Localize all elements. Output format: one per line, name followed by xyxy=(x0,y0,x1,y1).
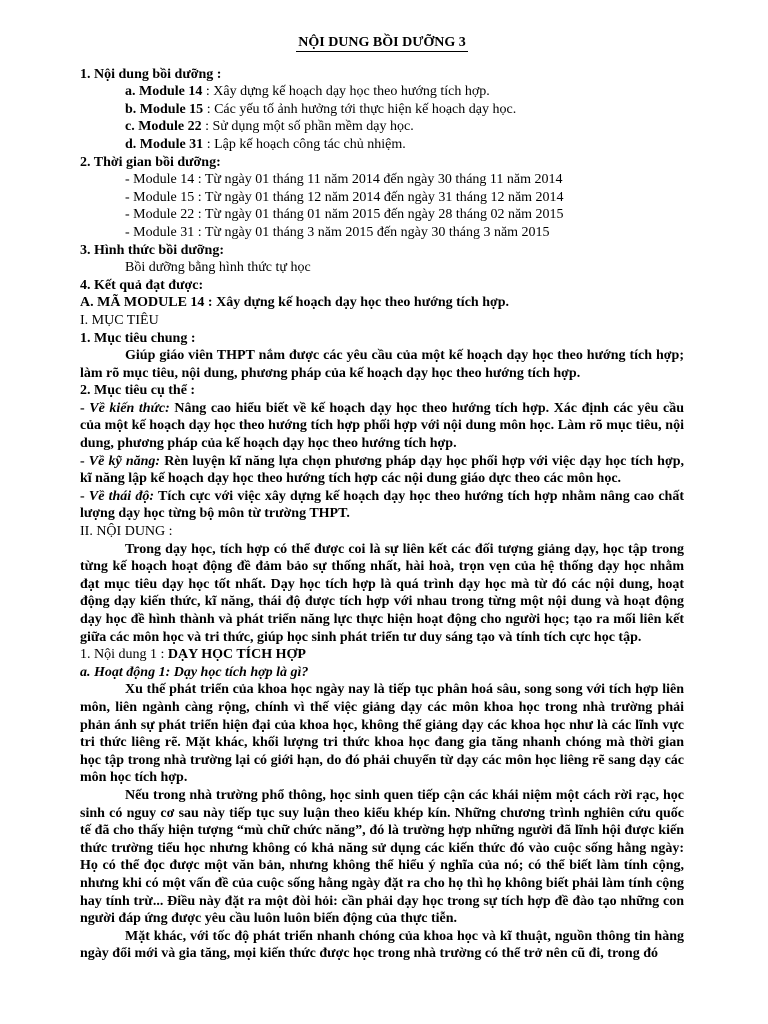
section2-heading: 2. Thời gian bồi dưỡng: xyxy=(80,154,221,170)
schedule-item: - Module 14 : Từ ngày 01 tháng 11 năm 2014 đến ngày 30 tháng 11 năm 2014 xyxy=(125,172,563,188)
noi-dung-1-heading: 1. Nội dung 1 : DẠY HỌC TÍCH HỢP xyxy=(80,647,306,663)
noi-dung-heading: II. NỘI DUNG : xyxy=(80,524,173,540)
body-paragraph: Nếu trong nhà trường phổ thông, học sinh quen tiếp cận các khái niệm một cách rời rạc, học sinh có nguy cơ sau này tiếp tục suy luận theo kiểu khép kín. Những chương trình nghiên cứu quốc tế đã cho thấy hiện tượng “mù chữ chức năng”, đó là trường hợp những người đã lĩnh hội được kiến thức trường tiểu học nhưng không có khả năng sử dụng các kiến thức đó vào cuộc sống hằng ngày: Họ có thể đọc được một văn bản, nhưng không thể hiểu ý nghĩa của nó; có thể biết làm tính cộng, nhưng khi có một vấn đề của cuộc sống hằng ngày đặt ra cho họ thì họ không biết phải làm tính cộng hay tính trừ... Điều này đặt ra một đòi hỏi: cần phải dạy học trong sự tích hợp đề đào tạo những con người đáp ứng được yêu cầu luôn luôn biến động của thực tiễn. xyxy=(80,787,684,927)
module-item: a. Module 14 : Xây dựng kế hoạch dạy học theo hướng tích hợp. xyxy=(125,84,490,100)
muc-tieu-chung-heading: 1. Mục tiêu chung : xyxy=(80,330,196,346)
hoat-dong-1-heading: a. Hoạt động 1: Dạy học tích hợp là gì? xyxy=(80,664,309,680)
module-item: b. Module 15 : Các yếu tố ảnh hưởng tới thực hiện kế hoạch dạy học. xyxy=(125,101,517,117)
muc-tieu-heading: I. MỤC TIÊU xyxy=(80,312,159,328)
document-page xyxy=(80,34,684,963)
muc-tieu-cu-the-heading: 2. Mục tiêu cụ thể : xyxy=(80,383,196,399)
section1-heading: 1. Nội dung bồi dưỡng : xyxy=(80,66,222,82)
schedule-item: - Module 31 : Từ ngày 01 tháng 3 năm 2015 đến ngày 30 tháng 3 năm 2015 xyxy=(125,224,550,240)
module-item: d. Module 31 : Lập kế hoạch công tác chủ nhiệm. xyxy=(125,136,406,152)
module-item: c. Module 22 : Sử dụng một số phần mềm dạy học. xyxy=(125,119,414,135)
module-heading: A. MÃ MODULE 14 : Xây dựng kế hoạch dạy học theo hướng tích hợp. xyxy=(80,295,510,311)
schedule-item: - Module 15 : Từ ngày 01 tháng 12 năm 2014 đến ngày 31 tháng 12 năm 2014 xyxy=(125,189,564,205)
thai-do-paragraph: - Về thái độ: Tích cực với việc xây dựng kế hoạch dạy học theo hướng tích hợp nhằm nâng cao chất lượng dạy học từng bộ môn từ trường THPT. xyxy=(80,488,684,522)
ky-nang-paragraph: - Về kỹ năng: Rèn luyện kĩ năng lựa chọn phương pháp dạy học phối hợp với việc dạy học tích hợp, kĩ năng lập kế hoạch dạy học theo hướng tích hợp các nội dung giáo dực theo các môn học. xyxy=(80,453,685,487)
noi-dung-paragraph: Trong dạy học, tích hợp có thể được coi là sự liên kết các đối tượng giảng dạy, học tập trong từng kế hoạch hoạt động đề đảm bảo sự thống nhất, hài hoà, trọn vẹn của hệ thống dạy học nhằm đạt mục tiêu dạy học tốt nhất. Dạy học tích hợp là quá trình dạy học mà từ đó các nội dung, hoạt động dạy kiến thức, kĩ năng, thái độ được tích hợp với nhau trong từng một nội dung và hoạt động dạy học đề hình thành và phát triển năng lực thực hiện hoạt động cho người học; tạo ra mối liên kết giữa các môn học và tri thức, giúp học sinh phát triển tư duy sáng tạo và tính tích cực học tập. xyxy=(80,541,684,645)
kien-thuc-paragraph: - Về kiến thức: Nâng cao hiểu biết về kế hoạch dạy học theo hướng tích hợp. Xác định các yêu cầu của một kế hoạch dạy học theo hướng tích hợp phối hợp với nội dung môn học. Làm rõ mục tiêu, nội dung, phương pháp của kế hoạch dạy học theo hướng tích hợp. xyxy=(80,400,684,452)
section3-text: Bồi dưỡng bằng hình thức tự học xyxy=(125,260,311,276)
page-title: NỘI DUNG BỒI DƯỠNG 3 xyxy=(298,35,466,50)
muc-tieu-chung-text: Giúp giáo viên THPT nắm được các yêu cầu của một kế hoạch dạy học theo hướng tích hợp; làm rõ mục tiêu, nội dung, phương pháp của kế hoạch dạy học theo hướng tích hợp. xyxy=(80,348,684,381)
section4-heading: 4. Kết quả đạt được: xyxy=(80,277,204,293)
body-paragraph: Xu thế phát triển của khoa học ngày nay là tiếp tục phân hoá sâu, song song với tích hợp liên môn, liên ngành càng rộng, chính vì thế việc giảng dạy các môn khoa học trong nhà trường phải phản ánh sự phát triển hiện đại của khoa học, không thể giảng dạy các khoa học như là các lĩnh vực tri thức liêng rẽ. Mặt khác, khối lượng tri thức khoa học đang gia tăng nhanh chóng mà thời gian học tập trong nhà trường lại có giới hạn, do đó phải chuyển từ dạy các môn học liêng rẽ sang dạy các môn học tích hợp. xyxy=(80,682,684,786)
schedule-item: - Module 22 : Từ ngày 01 tháng 01 năm 2015 đến ngày 28 tháng 02 năm 2015 xyxy=(125,207,564,223)
section3-heading: 3. Hình thức bồi dưỡng: xyxy=(80,242,224,258)
body-paragraph: Mặt khác, với tốc độ phát triển nhanh chóng của khoa học và kĩ thuật, nguồn thông tin hàng ngày đổi mới và gia tăng, mọi kiến thức được học trong nhà trường có thể trở nên cũ đi, trong đó xyxy=(80,928,684,962)
